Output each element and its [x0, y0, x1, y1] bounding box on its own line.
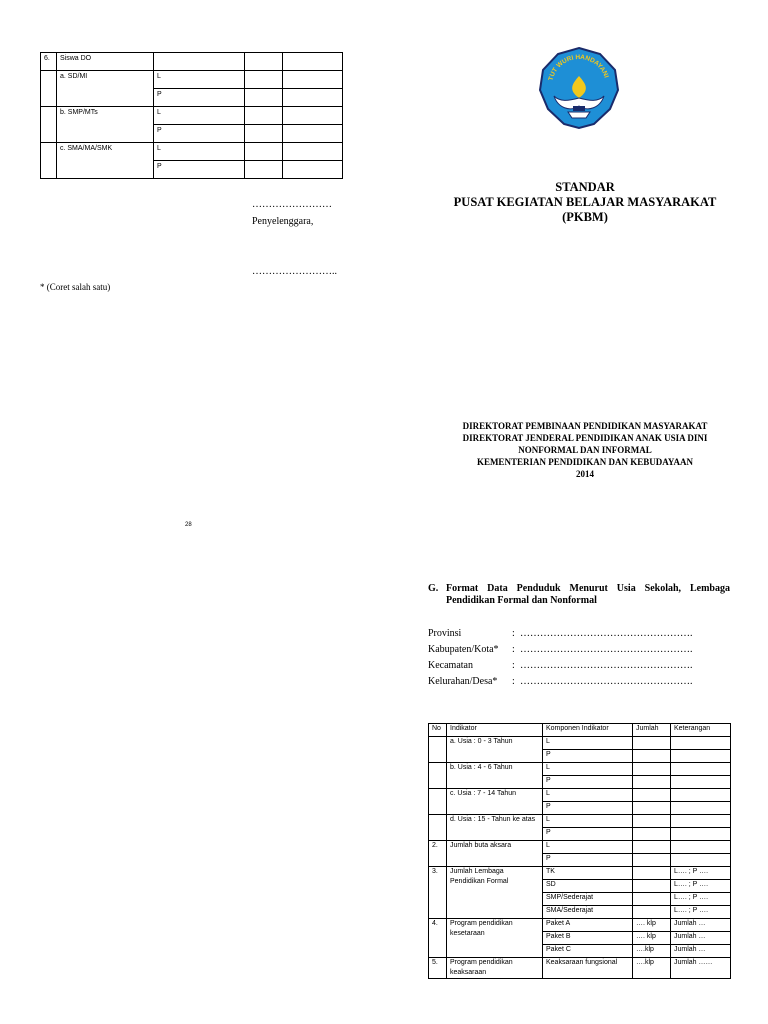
amount-cell [633, 802, 671, 815]
notes-cell [671, 750, 731, 763]
directorate-line-4: KEMENTERIAN PENDIDIKAN DAN KEBUDAYAAN [476, 457, 694, 467]
indicator-cell: Program pendidikan kesetaraan [447, 919, 543, 958]
component-cell: L [543, 841, 633, 854]
table-cell [245, 53, 283, 71]
table-row [41, 53, 343, 71]
notes-cell [671, 763, 731, 776]
notes-cell [671, 841, 731, 854]
amount-cell [633, 789, 671, 802]
page-number: 28 [185, 522, 192, 528]
row-number: 4. [429, 919, 447, 958]
table-cell [245, 107, 283, 125]
table-row [429, 763, 731, 776]
row-number: 3. [429, 867, 447, 919]
directorate-line-3: NONFORMAL DAN INFORMAL [518, 445, 652, 455]
svg-text:TUT WURI HANDAYANI: TUT WURI HANDAYANI [547, 53, 610, 82]
group-label: c. SMA/MA/SMK [57, 143, 154, 179]
component-cell: SD [543, 880, 633, 893]
table-row [429, 737, 731, 750]
field-kabupaten-kota: Kabupaten/Kota* : ……………………………………………. [428, 644, 693, 655]
amount-cell: ….klp [633, 945, 671, 958]
table-cell [245, 161, 283, 179]
column-header: Keterangan [671, 724, 731, 737]
amount-cell [633, 763, 671, 776]
component-cell: P [543, 750, 633, 763]
table-cell [283, 161, 343, 179]
gender-cell: P [154, 89, 245, 107]
row-number: 5. [429, 958, 447, 979]
indicator-cell: d. Usia : 15 - Tahun ke atas [447, 815, 543, 841]
logo-emblem-icon [538, 46, 620, 130]
group-label: a. SD/MI [57, 71, 154, 107]
column-header: Indikator [447, 724, 543, 737]
population-data-table [428, 723, 731, 979]
amount-cell [633, 841, 671, 854]
component-cell: Paket A [543, 919, 633, 932]
section-heading-text: Format Data Penduduk Menurut Usia Sekolah, Lembaga Pendidikan Formal dan Nonformal [446, 583, 730, 606]
amount-cell [633, 828, 671, 841]
table-row [41, 143, 343, 161]
indicator-cell: Jumlah buta aksara [447, 841, 543, 867]
indicator-cell: Program pendidikan keaksaraan [447, 958, 543, 979]
component-cell: SMP/Sederajat [543, 893, 633, 906]
table-cell [283, 107, 343, 125]
section-letter: G. [428, 583, 439, 594]
table-cell [245, 143, 283, 161]
table-row [429, 867, 731, 880]
notes-cell [671, 776, 731, 789]
column-header: No [429, 724, 447, 737]
organizer-label: Penyelenggara, [252, 216, 314, 227]
row-number [429, 763, 447, 789]
table-cell [283, 71, 343, 89]
group-label: b. SMP/MTs [57, 107, 154, 143]
field-provinsi: Provinsi : ……………………………………………. [428, 628, 693, 639]
component-cell: L [543, 815, 633, 828]
amount-cell [633, 737, 671, 750]
amount-cell [633, 867, 671, 880]
gender-cell: P [154, 161, 245, 179]
gender-cell: L [154, 71, 245, 89]
amount-cell [633, 776, 671, 789]
row-number: 2. [429, 841, 447, 867]
row-number [429, 789, 447, 815]
amount-cell [633, 854, 671, 867]
table-row [429, 815, 731, 828]
component-cell: P [543, 802, 633, 815]
row-number [429, 737, 447, 763]
table-row [41, 71, 343, 89]
row-number [41, 71, 57, 107]
column-header: Jumlah [633, 724, 671, 737]
table-cell [245, 125, 283, 143]
component-cell: Paket B [543, 932, 633, 945]
indicator-cell: a. Usia : 0 - 3 Tahun [447, 737, 543, 763]
amount-cell: …. klp [633, 932, 671, 945]
strike-note: * (Coret salah satu) [40, 282, 111, 292]
organizer-name-line: …………………….. [252, 266, 337, 277]
gender-cell: L [154, 143, 245, 161]
cover-title-line-3: (PKBM) [562, 210, 608, 224]
notes-cell: L…. ; P …. [671, 880, 731, 893]
cover-title-line-2: PUSAT KEGIATAN BELAJAR MASYARAKAT [453, 195, 717, 209]
table-cell [283, 125, 343, 143]
table-row [429, 841, 731, 854]
tut-wuri-handayani-logo [538, 46, 620, 130]
component-cell: P [543, 854, 633, 867]
notes-cell: Jumlah … [671, 945, 731, 958]
field-kecamatan: Kecamatan : ……………………………………………. [428, 660, 693, 671]
row-number [41, 107, 57, 143]
column-header: Komponen Indikator [543, 724, 633, 737]
notes-cell: Jumlah … [671, 932, 731, 945]
component-cell: L [543, 737, 633, 750]
directorate-line-2: DIREKTORAT JENDERAL PENDIDIKAN ANAK USIA DINI [462, 433, 708, 443]
component-cell: P [543, 776, 633, 789]
directorate-year: 2014 [576, 469, 594, 479]
table-cell [245, 71, 283, 89]
table-cell [283, 143, 343, 161]
notes-cell [671, 802, 731, 815]
table-header-row [429, 724, 731, 737]
table-cell [154, 53, 245, 71]
component-cell: P [543, 828, 633, 841]
notes-cell: L…. ; P …. [671, 893, 731, 906]
directorate-line-1: DIREKTORAT PEMBINAAN PENDIDIKAN MASYARAKAT [462, 421, 708, 431]
component-cell: TK [543, 867, 633, 880]
component-cell: Keaksaraan fungsional [543, 958, 633, 979]
amount-cell [633, 906, 671, 919]
siswa-do-table [40, 52, 343, 179]
row-number [41, 143, 57, 179]
notes-cell: Jumlah … [671, 919, 731, 932]
gender-cell: P [154, 125, 245, 143]
cover-title-line-1: STANDAR [555, 180, 615, 194]
component-cell: SMA/Sederajat [543, 906, 633, 919]
component-cell: L [543, 763, 633, 776]
component-cell: L [543, 789, 633, 802]
table-cell [245, 89, 283, 107]
notes-cell: L…. ; P …. [671, 867, 731, 880]
notes-cell: Jumlah …… [671, 958, 731, 979]
notes-cell [671, 828, 731, 841]
row-title: Siswa DO [57, 53, 154, 71]
indicator-cell: c. Usia : 7 - 14 Tahun [447, 789, 543, 815]
component-cell: Paket C [543, 945, 633, 958]
notes-cell [671, 737, 731, 750]
amount-cell: …. klp [633, 919, 671, 932]
notes-cell: L…. ; P …. [671, 906, 731, 919]
gender-cell: L [154, 107, 245, 125]
table-row [429, 789, 731, 802]
table-row [41, 107, 343, 125]
table-cell [283, 89, 343, 107]
row-number [429, 815, 447, 841]
row-number: 6. [41, 53, 57, 71]
amount-cell [633, 815, 671, 828]
amount-cell [633, 880, 671, 893]
section-g-heading [428, 583, 730, 607]
table-row [429, 958, 731, 979]
place-date-line: …………………… [252, 199, 332, 210]
field-kelurahan-desa: Kelurahan/Desa* : ……………………………………………. [428, 676, 693, 687]
amount-cell [633, 893, 671, 906]
notes-cell [671, 815, 731, 828]
amount-cell: ….klp [633, 958, 671, 979]
table-cell [283, 53, 343, 71]
notes-cell [671, 789, 731, 802]
indicator-cell: b. Usia : 4 - 6 Tahun [447, 763, 543, 789]
amount-cell [633, 750, 671, 763]
table-row [429, 919, 731, 932]
notes-cell [671, 854, 731, 867]
indicator-cell: Jumlah Lembaga Pendidikan Formal [447, 867, 543, 919]
